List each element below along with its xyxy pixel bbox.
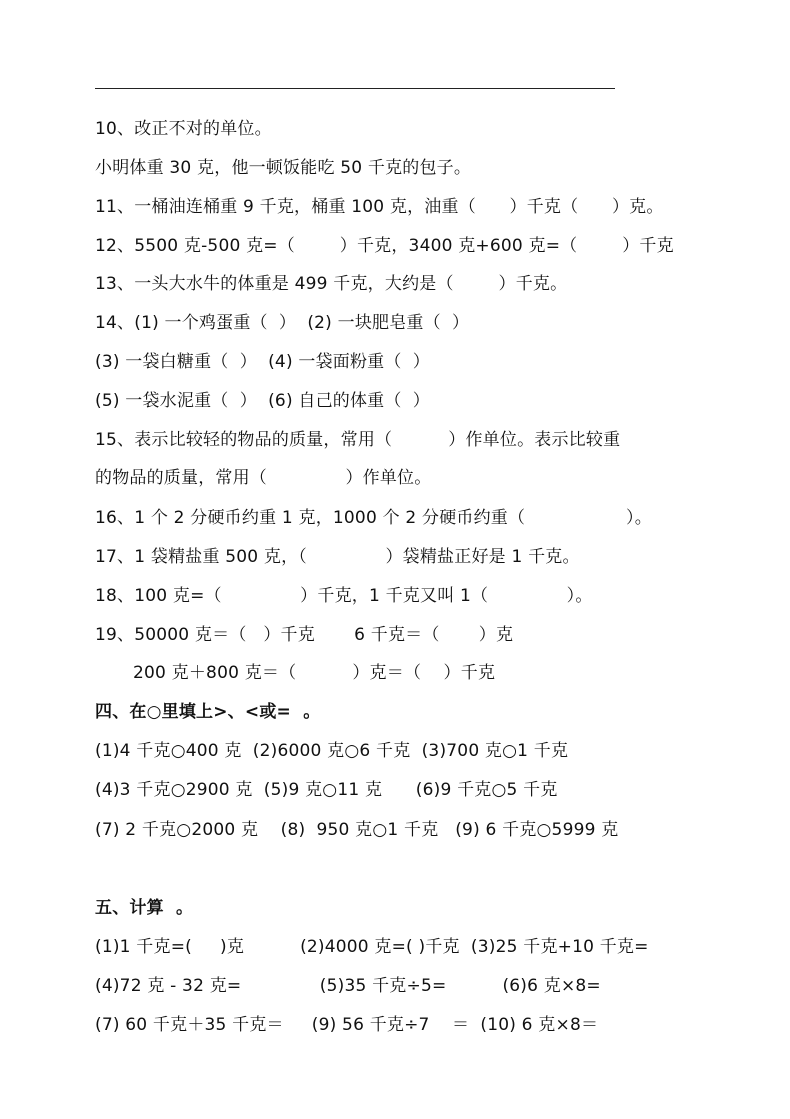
question-13: 13、一头大水牛的体重是 499 千克，大约是（ ）千克。: [95, 274, 568, 294]
question-14-row-3: (5) 一袋水泥重（ ） (6) 自己的体重（ ）: [95, 391, 430, 411]
question-14-row-2: (3) 一袋白糖重（ ） (4) 一袋面粉重（ ）: [95, 352, 430, 372]
question-14-row-1: 14、(1) 一个鸡蛋重（ ） (2) 一块肥皂重（ ）: [95, 313, 470, 333]
section-4-row-2: (4)3 千克○2900 克 (5)9 克○11 克 (6)9 千克○5 千克: [95, 780, 558, 800]
top-divider-line: [95, 88, 615, 89]
question-10-title: 10、改正不对的单位。: [95, 119, 272, 139]
question-15-line-1: 15、表示比较轻的物品的质量，常用（ ）作单位。表示比较重: [95, 430, 621, 450]
question-19-line-1: 19、50000 克＝（ ）千克 6 千克＝（ ）克: [95, 625, 514, 645]
question-10-sentence: 小明体重 30 克，他一顿饭能吃 50 千克的包子。: [95, 158, 472, 178]
section-4-heading: 四、在○里填上>、<或= 。: [95, 702, 321, 722]
question-17: 17、1 袋精盐重 500 克，（ ）袋精盐正好是 1 千克。: [95, 547, 580, 567]
section-5-row-2: (4)72 克 - 32 克= (5)35 千克÷5= (6)6 克×8=: [95, 976, 601, 996]
section-4-row-1: (1)4 千克○400 克 (2)6000 克○6 千克 (3)700 克○1 千克: [95, 741, 569, 761]
question-16: 16、1 个 2 分硬币约重 1 克，1000 个 2 分硬币约重（ ）。: [95, 508, 652, 528]
question-19-line-2: 200 克＋800 克＝（ ）克＝（ ）千克: [133, 663, 496, 683]
question-18: 18、100 克=（ ）千克，1 千克又叫 1（ ）。: [95, 586, 593, 606]
question-12: 12、5500 克-500 克=（ ）千克，3400 克+600 克=（ ）千克: [95, 236, 674, 256]
section-5-row-1: (1)1 千克=( )克 (2)4000 克=( )千克 (3)25 千克+10 千克=: [95, 937, 649, 957]
section-5-row-3: (7) 60 千克＋35 千克＝ (9) 56 千克÷7 ＝ (10) 6 克×8＝: [95, 1015, 599, 1035]
section-5-heading: 五、计算 。: [95, 898, 194, 918]
question-15-line-2: 的物品的质量，常用（ ）作单位。: [95, 468, 432, 488]
section-4-row-3: (7) 2 千克○2000 克 (8) 950 克○1 千克 (9) 6 千克○5999 克: [95, 820, 619, 840]
question-11: 11、一桶油连桶重 9 千克，桶重 100 克，油重（ ）千克（ ）克。: [95, 197, 664, 217]
